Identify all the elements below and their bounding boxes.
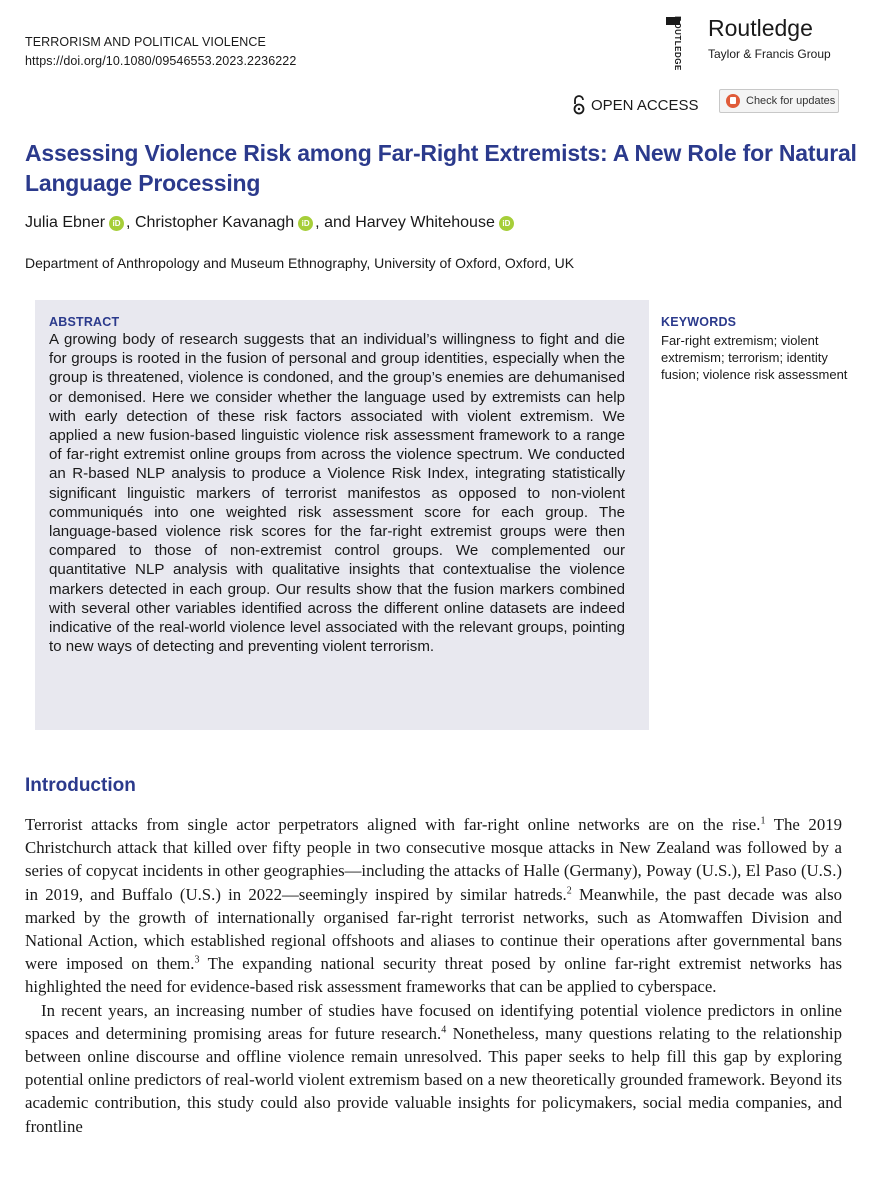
paragraph xyxy=(25,999,842,1138)
footnote-ref[interactable]: 2 xyxy=(566,885,572,897)
text-run: Meanwhile, the past decade was also marked by the growth of internationally organised far-right terrorist networks, such as Atomwaffen Division and National Action, which established regional offshoots and aliases to continue their operations after governmental bans were imposed on them. xyxy=(25,884,842,974)
author-name[interactable]: Christopher Kavanagh xyxy=(134,214,295,231)
abstract-text: A growing body of research suggests that an individual’s willingness to fight and die for groups is rooted in the fusion of personal and group identities, especially when the group is threatened, violence is condoned, and the group’s enemies are dehumanised or demonised. Here we consider whether the language used by extremists can help with early detection of these risk factors associated with violent extremism. We applied a new fusion-based linguistic violence risk assessment framework to a range of far-right extremist online groups from across the violence spectrum. We conducted an R-based NLP analysis to produce a Violence Risk Index, integrating statistically significant linguistic markers of terrorist manifestos as opposed to non-violent communiqués into one weighted risk assessment score for each group. The language-based violence risk scores for the far-right extremist groups were then compared to those of non-extremist control groups. We complemented our quantitative NLP analysis with qualitative insights that contextualise the violence markers detected in each group. Our results show that the fusion markers combined with several other variables identified across the different online datasets are indeed indicative of the real-world violence level associated with the relevant groups, pointing to new ways of detecting and preventing violent terrorism. xyxy=(49,331,625,656)
body-text xyxy=(25,813,842,1138)
journal-name: TERRORISM AND POLITICAL VIOLENCE xyxy=(25,35,266,49)
section-heading-introduction: Introduction xyxy=(25,775,136,796)
publisher-name: Routledge xyxy=(708,15,813,41)
text-run: In recent years, an increasing number of studies have focused on identifying potential violence predictors in online spaces and determining promising areas for future research. xyxy=(25,1000,842,1043)
check-for-updates-button[interactable] xyxy=(719,89,839,113)
publisher-subtitle: Taylor & Francis Group xyxy=(708,47,831,61)
running-header xyxy=(25,33,296,71)
footnote-ref[interactable]: 4 xyxy=(441,1024,447,1036)
abstract-box xyxy=(35,300,649,730)
article-title: Assessing Violence Risk among Far-Right Extremists: A New Role for Natural Language Processing xyxy=(25,140,857,196)
doi-link[interactable]: https://doi.org/10.1080/09546553.2023.2236222 xyxy=(25,54,297,68)
crossmark-icon xyxy=(726,94,740,108)
author-name[interactable]: Julia Ebner xyxy=(25,214,106,231)
orcid-icon[interactable]: iD xyxy=(499,216,514,231)
keywords-heading: KEYWORDS xyxy=(661,315,737,329)
footnote-ref[interactable]: 3 xyxy=(194,954,200,966)
abstract-heading: ABSTRACT xyxy=(49,315,120,329)
author-separator: , and xyxy=(315,214,351,231)
orcid-icon[interactable]: iD xyxy=(109,216,124,231)
author-list xyxy=(25,214,516,232)
routledge-logo-mark xyxy=(664,16,684,71)
footnote-ref[interactable]: 1 xyxy=(760,815,766,827)
paragraph xyxy=(25,813,842,999)
text-run: The expanding national security threat posed by online far-right extremist networks has highlighted the need for evidence-based risk assessment frameworks that can be applied to cyberspace. xyxy=(25,954,842,997)
text-run: The 2019 Christchurch attack that killed over fifty people in two consecutive mosque attacks in New Zealand was followed by a series of copycat incidents in other geographies—including the attacks of Halle (Germany), Poway (U.S.), El Paso (U.S.) in 2019, and Buffalo (U.S.) in 2022—seemingly inspired by similar hatreds. xyxy=(25,815,842,904)
open-lock-icon xyxy=(572,95,586,115)
publisher-logo xyxy=(664,15,864,71)
affiliation: Department of Anthropology and Museum Ethnography, University of Oxford, Oxford, UK xyxy=(25,255,575,271)
keywords-text: Far-right extremism; violent extremism; terrorism; identity fusion; violence risk assessment xyxy=(661,333,848,382)
text-run: Nonetheless, many questions relating to the relationship between online discourse and offline violence remain unresolved. This paper seeks to help fill this gap by exploring potential online predictors of real-world violent extremism based on a new theoretically grounded framework. Beyond its academic contribution, this study could also provide valuable insights for policymakers, social media companies, and frontline xyxy=(25,1023,842,1136)
author-name[interactable]: Harvey Whitehouse xyxy=(355,214,495,231)
text-run: Terrorist attacks from single actor perpetrators aligned with far-right online networks are on the rise. xyxy=(25,815,761,834)
author-separator: , xyxy=(126,214,131,231)
orcid-icon[interactable]: iD xyxy=(298,216,313,231)
open-access-label: OPEN ACCESS xyxy=(591,96,699,114)
logo-vertical-text: ROUTLEDGE xyxy=(672,16,682,71)
open-access-badge xyxy=(572,95,699,115)
check-for-updates-label: Check for updates xyxy=(746,95,836,107)
